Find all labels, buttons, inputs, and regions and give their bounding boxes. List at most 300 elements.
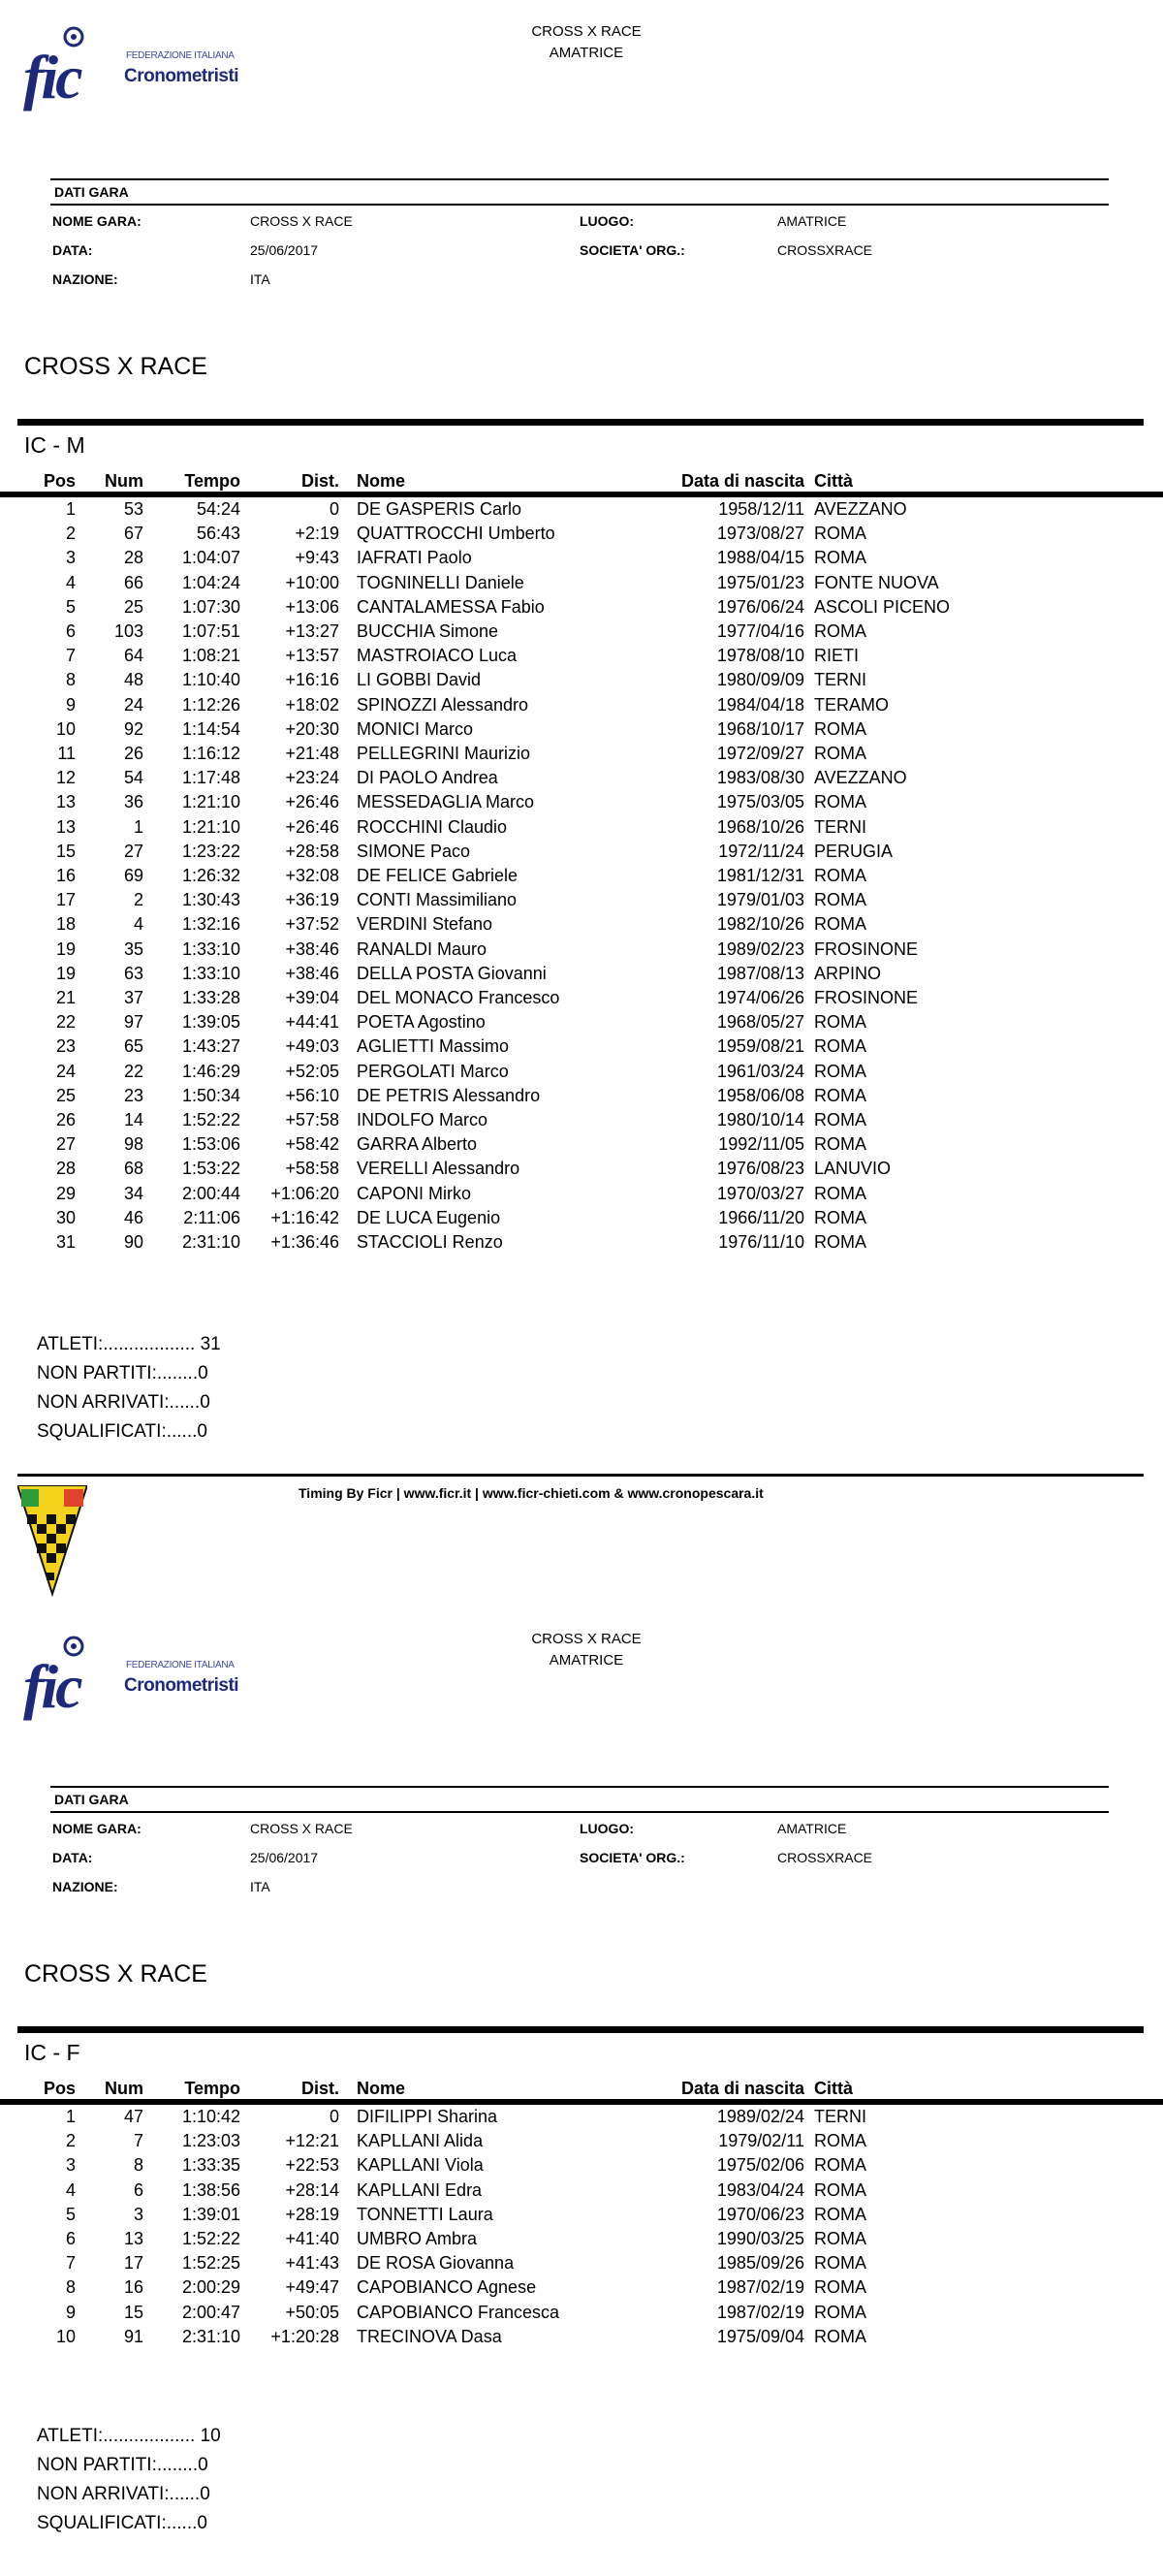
cell-pos: 23 <box>55 1036 76 1057</box>
summary-squalificati: SQUALIFICATI:......0 <box>37 2513 207 2533</box>
cell-citta: LANUVIO <box>814 1159 892 1179</box>
cell-dist: +58:42 <box>285 1134 339 1155</box>
table-row <box>0 2275 1163 2300</box>
cell-pos: 8 <box>65 670 76 690</box>
cell-data-nascita: 1976/06/24 <box>716 596 804 617</box>
cell-citta: ROMA <box>814 718 866 739</box>
table-row <box>0 2227 1163 2251</box>
cell-dist: +52:05 <box>285 1061 339 1081</box>
table-row <box>0 912 1163 937</box>
cell-pos: 7 <box>65 646 76 666</box>
col-citta: Città <box>814 2079 853 2098</box>
cell-tempo: 1:23:22 <box>181 841 240 861</box>
cell-tempo: 1:53:22 <box>181 1159 240 1179</box>
cell-num: 47 <box>123 2107 143 2126</box>
summary-squalificati: SQUALIFICATI:......0 <box>37 1421 207 1442</box>
cell-data-nascita: 1958/06/08 <box>716 1085 804 1105</box>
cell-data-nascita: 1987/02/19 <box>716 2277 804 2298</box>
cell-citta: ROMA <box>814 1012 866 1033</box>
cell-nome: DE ROSA Giovanna <box>357 2253 515 2274</box>
cell-nome: TRECINOVA Dasa <box>357 2326 502 2346</box>
cell-pos: 22 <box>55 1012 76 1033</box>
table-row <box>0 1108 1163 1132</box>
cell-citta: TERNI <box>814 816 866 837</box>
cell-nome: DELLA POSTA Giovanni <box>357 963 547 983</box>
table-row <box>0 1060 1163 1084</box>
cell-dist: +1:06:20 <box>270 1183 339 1203</box>
cell-nome: STACCIOLI Renzo <box>357 1232 503 1253</box>
cell-pos: 16 <box>55 866 76 886</box>
cell-pos: 5 <box>65 2204 76 2224</box>
cell-tempo: 1:39:05 <box>181 1012 240 1033</box>
cell-data-nascita: 1983/08/30 <box>716 768 804 788</box>
cell-num: 103 <box>113 621 143 642</box>
cell-tempo: 1:33:35 <box>181 2155 240 2176</box>
cell-pos: 29 <box>55 1183 76 1203</box>
cell-citta: ROMA <box>814 1207 866 1227</box>
cell-num: 24 <box>123 694 143 715</box>
data-value: 25/06/2017 <box>250 242 319 258</box>
cell-num: 66 <box>123 572 143 592</box>
cell-citta: ASCOLI PICENO <box>814 596 951 617</box>
cell-num: 17 <box>123 2253 143 2274</box>
cell-dist: +50:05 <box>285 2302 339 2322</box>
race-title-line1: CROSS X RACE <box>531 23 642 40</box>
cell-tempo: 56:43 <box>196 524 240 544</box>
logo-federation-text: FEDERAZIONE ITALIANA <box>126 1660 235 1670</box>
cell-pos: 24 <box>55 1061 76 1081</box>
cell-nome: PERGOLATI Marco <box>357 1061 509 1081</box>
category-title: IC - F <box>24 2040 80 2065</box>
cell-pos: 6 <box>65 2229 76 2249</box>
cell-dist: +36:19 <box>285 890 339 910</box>
cell-dist: +28:58 <box>285 841 339 861</box>
cell-dist: +58:58 <box>285 1159 339 1179</box>
cell-pos: 9 <box>65 694 76 715</box>
cell-dist: +16:16 <box>285 670 339 690</box>
cell-nome: LI GOBBI David <box>357 670 482 690</box>
table-row <box>0 1010 1163 1034</box>
col-dist: Dist. <box>300 2079 339 2098</box>
cell-num: 26 <box>123 744 143 764</box>
cell-nome: UMBRO Ambra <box>357 2229 478 2249</box>
table-row <box>0 2153 1163 2178</box>
cell-data-nascita: 1975/09/04 <box>716 2326 804 2346</box>
cell-dist: +13:06 <box>285 596 339 617</box>
cell-nome: CAPOBIANCO Francesca <box>357 2302 560 2322</box>
cell-data-nascita: 1985/09/26 <box>716 2253 804 2274</box>
table-row <box>0 644 1163 668</box>
summary-atleti: ATLETI:.................. 10 <box>37 2426 221 2446</box>
cell-tempo: 1:39:01 <box>181 2204 240 2224</box>
cell-pos: 13 <box>55 816 76 837</box>
nazione-value: ITA <box>250 271 270 287</box>
cell-nome: DIFILIPPI Sharina <box>357 2107 498 2126</box>
cell-citta: ARPINO <box>814 963 882 983</box>
cell-pos: 18 <box>55 914 76 935</box>
table-row <box>0 717 1163 742</box>
cell-tempo: 1:26:32 <box>181 866 240 886</box>
cell-dist: +1:36:46 <box>270 1232 339 1253</box>
table-row <box>0 571 1163 595</box>
cell-citta: TERAMO <box>814 694 890 715</box>
cell-dist: 0 <box>329 499 339 519</box>
cell-dist: +39:04 <box>285 988 339 1008</box>
cell-data-nascita: 1987/08/13 <box>716 963 804 983</box>
ficr-logo <box>17 1635 250 1732</box>
cell-nome: SPINOZZI Alessandro <box>357 694 529 715</box>
cell-num: 35 <box>123 938 143 959</box>
cell-tempo: 1:33:10 <box>181 963 240 983</box>
cell-citta: RIETI <box>814 646 860 666</box>
cell-num: 64 <box>123 646 143 666</box>
cell-tempo: 1:52:22 <box>181 1110 240 1130</box>
col-nome: Nome <box>357 471 406 491</box>
cell-citta: ROMA <box>814 2229 866 2249</box>
col-data-nascita: Data di nascita <box>680 471 804 491</box>
logo-federation-text: FEDERAZIONE ITALIANA <box>126 50 235 61</box>
cell-data-nascita: 1990/03/25 <box>716 2229 804 2249</box>
cell-num: 22 <box>123 1061 143 1081</box>
cell-num: 28 <box>123 548 143 568</box>
cell-nome: MASTROIACO Luca <box>357 646 518 666</box>
cell-num: 46 <box>123 1207 143 1227</box>
cell-citta: ROMA <box>814 1061 866 1081</box>
cell-pos: 10 <box>55 2326 76 2346</box>
cell-citta: ROMA <box>814 2131 866 2151</box>
cell-dist: +9:43 <box>295 548 339 568</box>
race-info-row <box>50 1871 1109 1900</box>
cell-nome: TOGNINELLI Daniele <box>357 572 524 592</box>
cell-dist: +2:19 <box>295 524 339 544</box>
cell-nome: VERDINI Stefano <box>357 914 493 935</box>
cell-dist: +13:57 <box>285 646 339 666</box>
cell-dist: +38:46 <box>285 963 339 983</box>
cell-dist: +28:19 <box>285 2204 339 2224</box>
table-row <box>0 1230 1163 1255</box>
cell-data-nascita: 1968/05/27 <box>716 1012 804 1033</box>
cell-dist: +12:21 <box>285 2131 339 2151</box>
cell-pos: 9 <box>65 2302 76 2322</box>
summary-atleti: ATLETI:.................. 31 <box>37 1334 221 1354</box>
cell-data-nascita: 1979/02/11 <box>718 2131 804 2151</box>
cell-dist: +20:30 <box>285 718 339 739</box>
cell-num: 91 <box>123 2326 143 2346</box>
cell-tempo: 54:24 <box>196 499 240 519</box>
cell-citta: ROMA <box>814 524 866 544</box>
cell-citta: AVEZZANO <box>814 499 907 519</box>
cell-pos: 13 <box>55 792 76 812</box>
cell-tempo: 1:16:12 <box>181 744 240 764</box>
cell-nome: VERELLI Alessandro <box>357 1159 520 1179</box>
table-row <box>0 2129 1163 2153</box>
col-tempo: Tempo <box>184 471 240 491</box>
cell-tempo: 1:33:10 <box>181 938 240 959</box>
race-title <box>465 21 707 64</box>
logo-brand: fic <box>23 43 80 111</box>
cell-pos: 25 <box>55 1085 76 1105</box>
cell-data-nascita: 1982/10/26 <box>716 914 804 935</box>
cell-tempo: 1:10:40 <box>181 670 240 690</box>
cell-pos: 3 <box>65 548 76 568</box>
cell-citta: FROSINONE <box>814 938 919 959</box>
cell-nome: MESSEDAGLIA Marco <box>357 792 535 812</box>
cell-data-nascita: 1992/11/05 <box>718 1134 804 1155</box>
summary <box>37 2422 221 2538</box>
table-row <box>0 1034 1163 1059</box>
summary-non-partiti: NON PARTITI:........0 <box>37 2455 208 2475</box>
cell-tempo: 2:00:29 <box>181 2277 240 2298</box>
race-info-row <box>50 235 1109 264</box>
cell-nome: ROCCHINI Claudio <box>357 816 508 837</box>
cell-num: 4 <box>133 914 143 935</box>
table-row <box>0 546 1163 570</box>
cell-num: 7 <box>133 2131 143 2151</box>
cell-pos: 11 <box>57 744 76 764</box>
cell-citta: ROMA <box>814 1110 866 1130</box>
col-num: Num <box>105 2079 143 2098</box>
cell-dist: +1:16:42 <box>270 1207 339 1227</box>
col-pos: Pos <box>43 471 76 491</box>
cell-citta: ROMA <box>814 2326 866 2346</box>
societa-label: SOCIETA' ORG.: <box>580 1850 685 1865</box>
cell-nome: IAFRATI Paolo <box>357 548 472 568</box>
cell-nome: DE GASPERIS Carlo <box>357 499 522 519</box>
cell-citta: ROMA <box>814 792 866 812</box>
cell-tempo: 1:10:42 <box>181 2107 240 2126</box>
cell-nome: KAPLLANI Alida <box>357 2131 484 2151</box>
cell-nome: QUATTROCCHI Umberto <box>357 524 555 544</box>
table-row <box>0 595 1163 620</box>
table-row <box>0 840 1163 864</box>
cell-dist: 0 <box>329 2107 339 2126</box>
race-title-line2: AMATRICE <box>549 1652 624 1669</box>
cell-data-nascita: 1983/04/24 <box>716 2179 804 2200</box>
cell-tempo: 2:00:44 <box>181 1183 240 1203</box>
cell-data-nascita: 1972/11/24 <box>718 841 804 861</box>
race-info-header: DATI GARA <box>50 180 1109 206</box>
table-row <box>0 2251 1163 2275</box>
cell-pos: 7 <box>65 2253 76 2274</box>
cell-dist: +56:10 <box>285 1085 339 1105</box>
cell-data-nascita: 1959/08/21 <box>716 1036 804 1057</box>
footer-divider <box>17 1474 1144 1477</box>
table-row <box>0 668 1163 692</box>
luogo-label: LUOGO: <box>580 1821 634 1836</box>
cell-data-nascita: 1978/08/10 <box>716 646 804 666</box>
cell-num: 2 <box>133 890 143 910</box>
cell-pos: 2 <box>65 2131 76 2151</box>
cell-citta: ROMA <box>814 890 866 910</box>
results-table <box>0 2078 1163 2349</box>
cell-nome: DI PAOLO Andrea <box>357 768 498 788</box>
cell-data-nascita: 1979/01/03 <box>716 890 804 910</box>
cell-num: 92 <box>123 718 143 739</box>
cell-data-nascita: 1975/01/23 <box>716 572 804 592</box>
table-row <box>0 790 1163 814</box>
cell-tempo: 1:50:34 <box>181 1085 240 1105</box>
cell-data-nascita: 1958/12/11 <box>718 499 804 519</box>
cell-tempo: 1:33:28 <box>181 988 240 1008</box>
cell-tempo: 1:07:30 <box>181 596 240 617</box>
cell-num: 13 <box>123 2229 143 2249</box>
cell-tempo: 1:46:29 <box>181 1061 240 1081</box>
cell-citta: ROMA <box>814 2302 866 2322</box>
cell-tempo: 2:11:06 <box>183 1207 240 1227</box>
societa-value: CROSSXRACE <box>777 1850 873 1865</box>
cell-data-nascita: 1973/08/27 <box>716 524 804 544</box>
cell-citta: ROMA <box>814 548 866 568</box>
cell-tempo: 1:23:03 <box>181 2131 240 2151</box>
cell-pos: 26 <box>55 1110 76 1130</box>
table-row <box>0 864 1163 888</box>
table-row <box>0 1182 1163 1206</box>
cell-citta: ROMA <box>814 2204 866 2224</box>
cell-data-nascita: 1975/03/05 <box>716 792 804 812</box>
timing-credits: Timing By Ficr | www.ficr.it | www.ficr-chieti.com & www.cronopescara.it <box>299 1485 764 1501</box>
cell-data-nascita: 1980/10/14 <box>716 1110 804 1130</box>
table-row <box>0 938 1163 962</box>
cell-data-nascita: 1984/04/18 <box>716 694 804 715</box>
table-row <box>0 2325 1163 2349</box>
cell-citta: ROMA <box>814 1134 866 1155</box>
cell-tempo: 1:07:51 <box>181 621 240 642</box>
cell-num: 53 <box>123 499 143 519</box>
cell-num: 3 <box>133 2204 143 2224</box>
table-row <box>0 815 1163 840</box>
cell-dist: +37:52 <box>285 914 339 935</box>
table-row <box>0 986 1163 1010</box>
cell-tempo: 1:12:26 <box>181 694 240 715</box>
cell-nome: KAPLLANI Viola <box>357 2155 484 2176</box>
cell-tempo: 1:43:27 <box>181 1036 240 1057</box>
cell-data-nascita: 1972/09/27 <box>716 744 804 764</box>
cell-nome: AGLIETTI Massimo <box>357 1036 510 1057</box>
cell-num: 14 <box>123 1110 143 1130</box>
cell-dist: +13:27 <box>285 621 339 642</box>
cell-citta: ROMA <box>814 1085 866 1105</box>
nome-gara-value: CROSS X RACE <box>250 213 353 229</box>
cell-tempo: 1:04:24 <box>181 572 240 592</box>
cell-citta: ROMA <box>814 2155 866 2176</box>
race-title-line1: CROSS X RACE <box>531 1631 642 1647</box>
cell-data-nascita: 1961/03/24 <box>716 1061 804 1081</box>
cell-tempo: 1:04:07 <box>181 548 240 568</box>
cell-pos: 12 <box>55 768 76 788</box>
nome-gara-value: CROSS X RACE <box>250 1821 353 1836</box>
cell-citta: TERNI <box>814 670 866 690</box>
cell-nome: POETA Agostino <box>357 1012 486 1033</box>
cell-num: 23 <box>123 1085 143 1105</box>
cell-pos: 28 <box>55 1159 76 1179</box>
cell-citta: ROMA <box>814 2253 866 2274</box>
cell-nome: CAPONI Mirko <box>357 1183 472 1203</box>
cell-num: 37 <box>123 988 143 1008</box>
cell-data-nascita: 1976/11/10 <box>718 1232 804 1253</box>
cell-dist: +10:00 <box>285 572 339 592</box>
cell-num: 63 <box>123 963 143 983</box>
cell-num: 16 <box>123 2277 143 2298</box>
logo-cronometristi: Cronometristi <box>124 66 239 86</box>
cell-pos: 1 <box>65 2107 76 2126</box>
cell-num: 69 <box>123 866 143 886</box>
cell-nome: DEL MONACO Francesco <box>357 988 560 1008</box>
table-row <box>0 522 1163 546</box>
cell-num: 34 <box>123 1183 143 1203</box>
cell-pos: 6 <box>65 621 76 642</box>
cell-dist: +26:46 <box>285 792 339 812</box>
cell-pos: 4 <box>65 2179 76 2200</box>
table-row <box>0 693 1163 717</box>
cell-nome: KAPLLANI Edra <box>357 2179 483 2200</box>
nome-gara-label: NOME GARA: <box>52 1821 141 1836</box>
cell-num: 67 <box>123 524 143 544</box>
race-title <box>465 1629 707 1671</box>
cell-data-nascita: 1989/02/23 <box>716 938 804 959</box>
cell-tempo: 1:21:10 <box>181 816 240 837</box>
cell-num: 27 <box>123 841 143 861</box>
table-row <box>0 962 1163 986</box>
table-row <box>0 766 1163 790</box>
cell-nome: DE FELICE Gabriele <box>357 866 519 886</box>
cell-nome: CANTALAMESSA Fabio <box>357 596 545 617</box>
cell-data-nascita: 1974/06/26 <box>716 988 804 1008</box>
cell-tempo: 1:14:54 <box>181 718 240 739</box>
race-info-row <box>50 264 1109 293</box>
col-pos: Pos <box>43 2079 76 2098</box>
cell-nome: MONICI Marco <box>357 718 474 739</box>
cell-citta: ROMA <box>814 621 866 642</box>
cell-pos: 31 <box>55 1232 76 1253</box>
cell-tempo: 2:00:47 <box>181 2302 240 2322</box>
results-table <box>0 470 1163 1255</box>
cell-dist: +22:53 <box>285 2155 339 2176</box>
race-info-box <box>50 1786 1109 1900</box>
logo-brand: fic <box>23 1652 80 1721</box>
summary <box>37 1330 221 1447</box>
cell-pos: 5 <box>65 596 76 617</box>
logo-cronometristi: Cronometristi <box>124 1675 239 1696</box>
cell-nome: DE PETRIS Alessandro <box>357 1085 541 1105</box>
cell-data-nascita: 1981/12/31 <box>716 866 804 886</box>
cell-dist: +44:41 <box>285 1012 339 1033</box>
cell-pos: 17 <box>55 890 76 910</box>
luogo-value: AMATRICE <box>777 1821 847 1836</box>
checkered-flag-logo <box>17 1485 87 1602</box>
cell-nome: SIMONE Paco <box>357 841 471 861</box>
table-row <box>0 494 1163 522</box>
cell-num: 36 <box>123 792 143 812</box>
cell-num: 8 <box>133 2155 143 2176</box>
table-row <box>0 888 1163 912</box>
cell-pos: 19 <box>55 963 76 983</box>
cell-nome: CONTI Massimiliano <box>357 890 518 910</box>
cell-pos: 8 <box>65 2277 76 2298</box>
cell-num: 97 <box>123 1012 143 1033</box>
cell-tempo: 1:08:21 <box>181 646 240 666</box>
col-nome: Nome <box>357 2079 406 2098</box>
data-label: DATA: <box>52 1850 93 1865</box>
results-header-row <box>0 470 1163 494</box>
cell-data-nascita: 1980/09/09 <box>716 670 804 690</box>
cell-dist: +1:20:28 <box>270 2326 339 2346</box>
cell-num: 25 <box>123 596 143 617</box>
table-row <box>0 2178 1163 2203</box>
cell-nome: BUCCHIA Simone <box>357 621 499 642</box>
cell-data-nascita: 1970/03/27 <box>716 1183 804 1203</box>
cell-citta: ROMA <box>814 744 866 764</box>
societa-value: CROSSXRACE <box>777 242 873 258</box>
